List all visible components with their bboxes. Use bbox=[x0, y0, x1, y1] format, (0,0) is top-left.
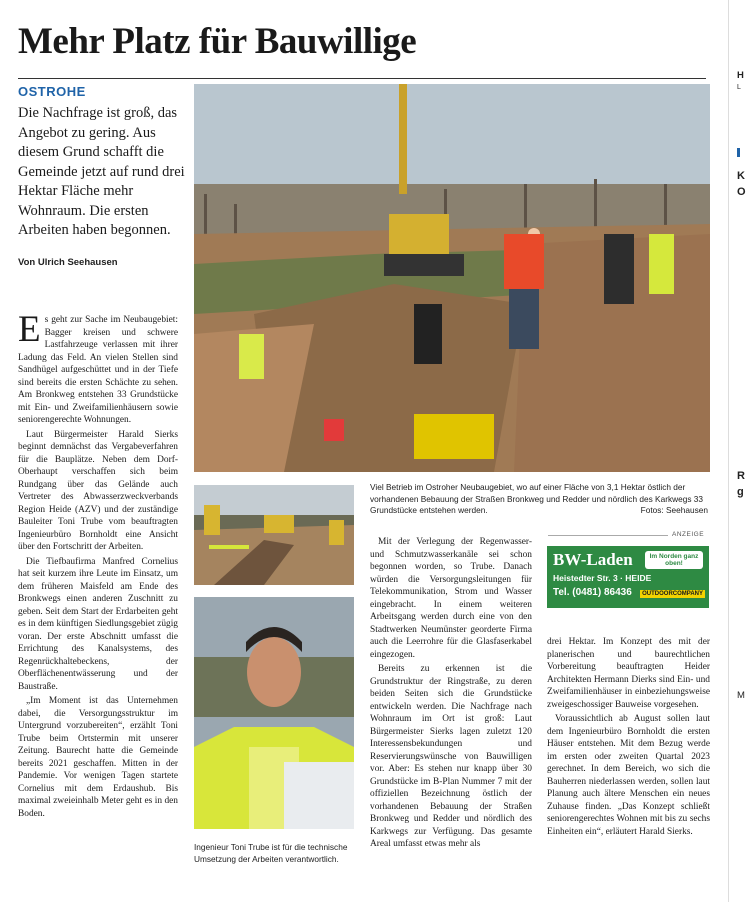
strip-letter: R bbox=[737, 470, 745, 482]
strip-letter: O bbox=[737, 186, 746, 198]
ad-phone: Tel. (0481) 86436 bbox=[553, 587, 632, 598]
article-column-3 bbox=[370, 536, 532, 853]
byline: Von Ulrich Seehausen bbox=[18, 257, 118, 268]
portrait-caption: Ingenieur Toni Trube ist für die technische Umsetzung der Arbeiten verantwortlich. bbox=[194, 842, 348, 864]
headline: Mehr Platz für Bauwillige bbox=[18, 21, 417, 62]
strip-letter: M bbox=[737, 690, 745, 701]
portrait-photo bbox=[194, 597, 354, 829]
strip-letter: K bbox=[737, 170, 745, 182]
small-photo bbox=[194, 485, 354, 585]
engineer-portrait-image bbox=[194, 597, 354, 829]
neighbor-article-strip bbox=[728, 0, 746, 902]
col4-paragraph: drei Hektar. Im Konzept des mit der planerischen und baurechtlichen Vorbereitung beauftragten Heider Architekten Hermann Dierks sind Ein- und Zweifamilienhäuser in einbeziehungsweise zweigeschossiger Bauweise vorgesehen. bbox=[547, 637, 710, 710]
col3-paragraph: Bereits zu erkennen ist die Grundstruktur der Ringstraße, zu deren beiden Seiten sich die Grundstücke entwickeln werden. Die Nachfrage nach Wohnraum im Ort ist groß: Laut Bürgermeister Sierks lagen zuletzt 120 Interessensbekundungen und Reservierungswünsche von Bauwilligen vor. Aber: Es stehen nur knapp über 30 Grundstücke im B-Plan Nummer 7 mit der offiziellen Bezeichnung östlich der vorhandenen Bebauung der Straßen Bronkweg und Redder und nördlich des Karkwegs zur Verfügung. Das gesamte Areal umfasst etwas mehr als bbox=[370, 664, 532, 849]
col1-paragraph: Die Tiefbaufirma Manfred Cornelius hat seit kurzem ihre Leute im Einsatz, um dem früheren Maisfeld am Ende des Bronkwegs einen anderen Zuschnitt zu geben. Seit dem Start der Erdarbeiten geht es in dem künftigen Siedlungsgebiet zügig voran. Der erste Abschnitt umfasst die Errichtung des Kanalsystems, des Regenrückhaltebeckens, der Oberflächenentwässerung und der Baustraße. bbox=[18, 556, 178, 692]
main-photo-caption-text: Viel Betrieb im Ostroher Neubaugebiet, wo auf einer Fläche von 3,1 Hektar östlich der vorhandenen Bebauung der Straßen Bronkweg und Redder und nördlich des Karkwegs 33 Grundstücke entstehen werden. bbox=[370, 482, 704, 515]
trench-image bbox=[194, 485, 354, 585]
col3-paragraph: Mit der Verlegung der Regenwasser- und Schmutzwasserkanäle sei schon begonnen worden, so Trube. Danach würden die Versorgungsleitungen für Telekommunikation, Strom und Wasser eingebracht. In einem weiteren Arbeitsgang werden durch eine von den Stadtwerken Neumünster georderte Firma auch die Leerrohre für die Glasfaserkabel eingezogen. bbox=[370, 537, 532, 660]
ad-address: Heistedter Str. 3 · HEIDE bbox=[553, 573, 652, 583]
main-photo-caption bbox=[370, 482, 708, 517]
ad-badge: Im Norden ganz oben! bbox=[645, 551, 703, 569]
article-column-1 bbox=[18, 309, 178, 822]
article-column-4 bbox=[547, 636, 710, 840]
dropcap: E bbox=[18, 309, 41, 350]
ad-rule bbox=[548, 535, 668, 536]
ad-label: ANZEIGE bbox=[672, 531, 705, 538]
teaser: Die Nachfrage ist groß, das Angebot zu gering. Aus diesem Grund schafft die Gemeinde jetzt auf rund drei Hektar Fläche mehr Wohnraum. Die ersten Arbeiten haben begonnen. bbox=[18, 105, 185, 238]
ad-brand: BW-Laden bbox=[553, 550, 633, 569]
photo-credit: Fotos: Seehausen bbox=[640, 505, 708, 515]
strip-letter: H bbox=[737, 70, 744, 81]
ad-partner-logo: OUTDOORCOMPANY bbox=[642, 591, 703, 597]
col4-paragraph: Voraussichtlich ab August sollen laut dem Ingenieurbüro Bornholdt die ersten Häuser entstehen. Mit dem Bezug werde im ersten oder zweiten Quartal 2023 gerechnet. In dem Bereich, wo sich die Bauherren niederlassen werden, sollen laut Planung auch ältere Menschen ein neues Zuhause finden. „Das Konzept schließt seniorengerechtes Wohnen mit bis zu sechs Einheiten ein“, erläutert Harald Sierks. bbox=[547, 714, 710, 837]
strip-accent bbox=[737, 148, 740, 157]
headline-rule bbox=[18, 78, 706, 79]
bw-laden-ad[interactable] bbox=[547, 546, 709, 608]
col1-paragraph: s geht zur Sache im Neubaugebiet: Bagger kreisen und schwere Lastfahrzeuge verlassen mit ihrer Ladung das Feld. An vielen Stellen sind Sandhügel aufgeschüttet und in der Tiefe sind bereits die ersten Schächte zu sehen. Am Bronkweg entstehen 33 Grundstücke mit Ein- und Zweifamilienhäusern sowie seniorengerechte Wohnungen. bbox=[18, 315, 178, 425]
kicker: OSTROHE bbox=[18, 84, 86, 99]
col1-paragraph: „Im Moment ist das Unternehmen dabei, die Versorgungsstruktur im Untergrund vorzubereiten“, erzählt Toni Trube beim Ortstermin mit unserer Zeitung. Baurecht hatte die Gemeinde bereits 2021 geschaffen. Mitten in der Pandemie. Vor wenigen Tagen startete Cornelius mit dem Erdaushub. Bis maximal zweieinhalb Meter geht es in den Boden. bbox=[18, 696, 178, 819]
strip-letter: g bbox=[737, 486, 744, 498]
col1-paragraph: Laut Bürgermeister Harald Sierks beginnt demnächst das Vergabeverfahren für die Bauplätze. Neben dem Dorf-Oberhaupt verschaffen sich beim Rundgang über das Gelände auch Vertreter des Abwasserzweckverbands Region Heide (AZV) und der zuständige Bauleiter Toni Trube vom beauftragten Ingenieurbüro Bornholdt eine Ansicht über den Fortschritt der Arbeiten. bbox=[18, 429, 178, 552]
strip-letter: L bbox=[737, 84, 741, 91]
construction-site-image bbox=[194, 84, 710, 472]
main-photo bbox=[194, 84, 710, 472]
